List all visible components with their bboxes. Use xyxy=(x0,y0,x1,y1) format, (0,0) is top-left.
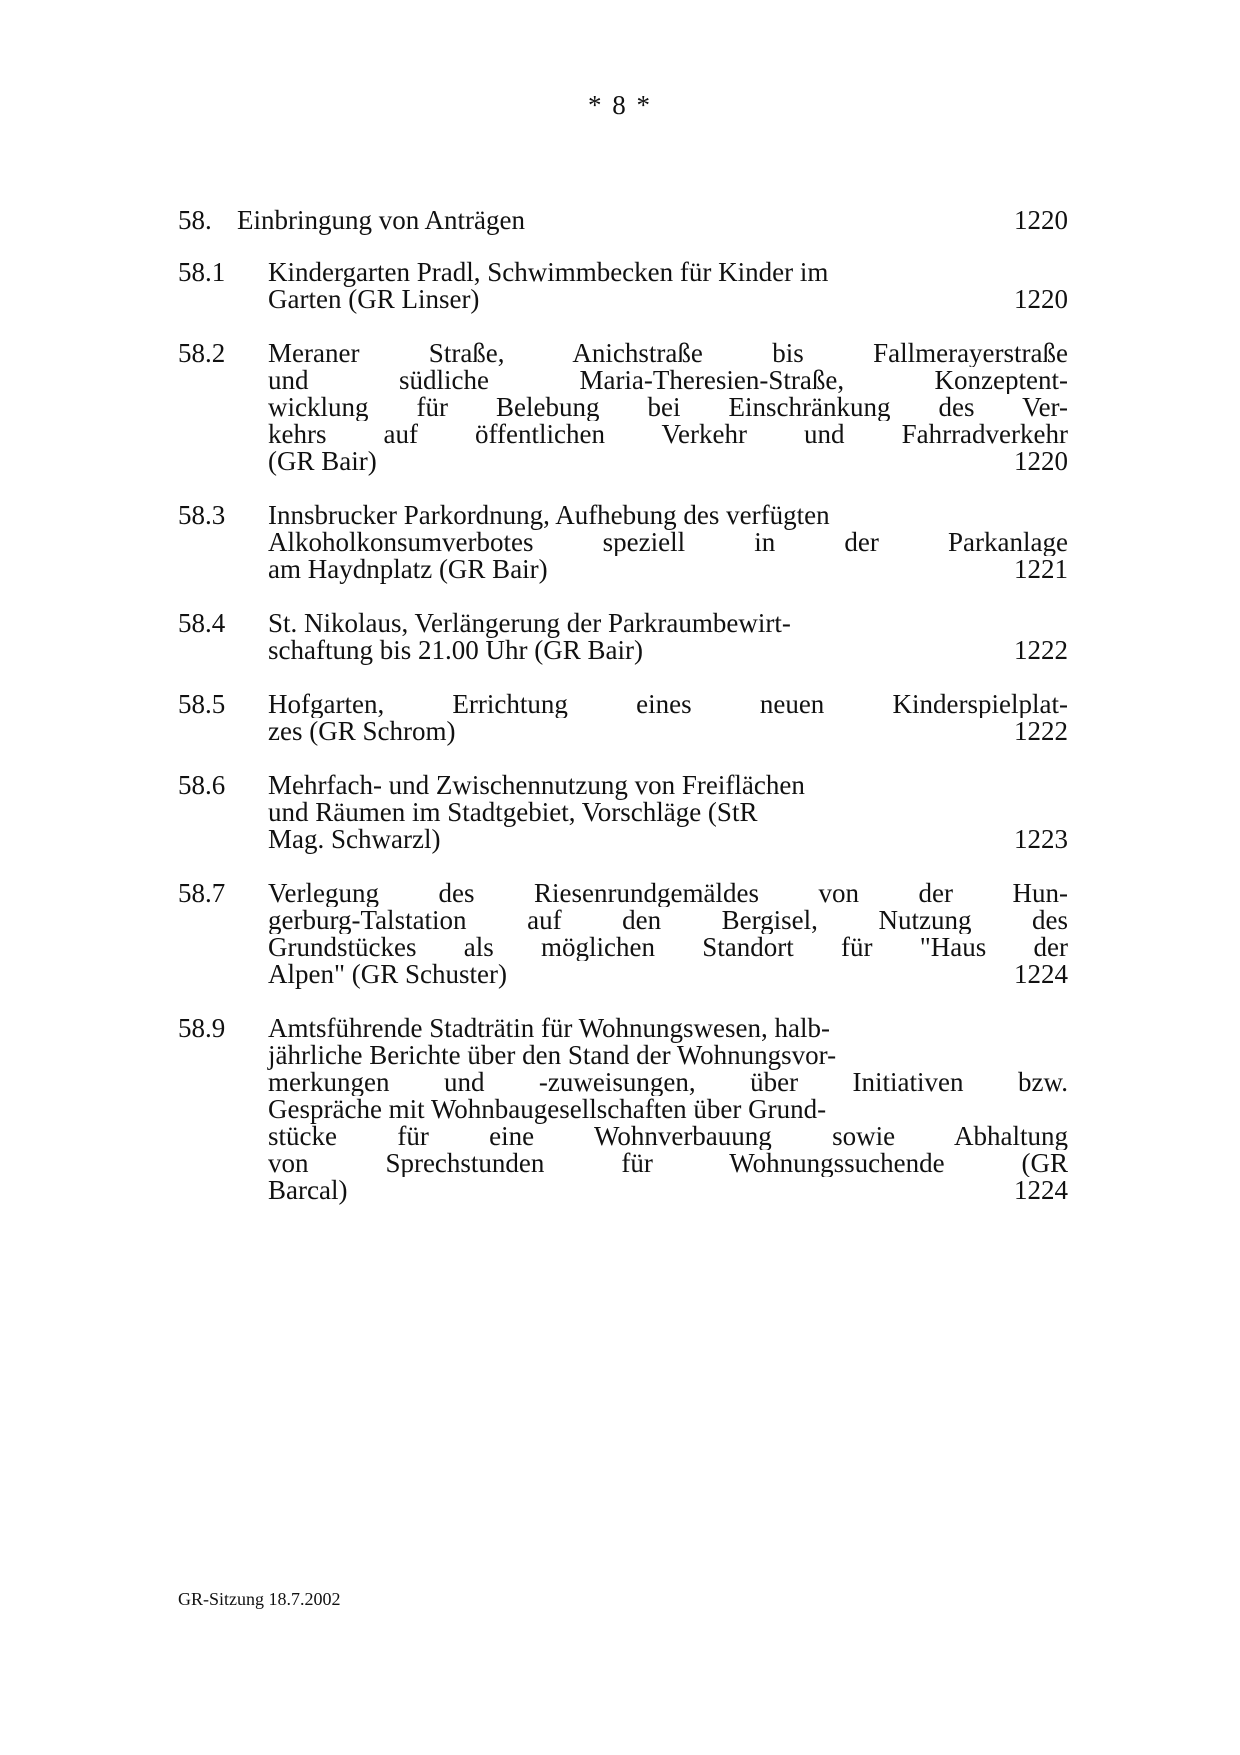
toc-item-line: kehrs auf öffentlichen Verkehr und Fahrradverkehr xyxy=(268,421,1068,448)
toc-item-line: Alkoholkonsumverbotes speziell in der Parkanlage xyxy=(268,529,1068,556)
toc-item-line: Alpen" (GR Schuster) xyxy=(268,959,507,989)
toc-item-58-1 xyxy=(178,259,1068,313)
toc-item-number: 58.5 xyxy=(178,689,226,719)
toc-item-page: 1222 xyxy=(1014,716,1068,746)
toc-item-number: 58.7 xyxy=(178,878,226,908)
toc-item-page: 1220 xyxy=(1014,284,1068,314)
toc-main-title: Einbringung von Anträgen xyxy=(237,205,525,235)
toc-item-line: schaftung bis 21.00 Uhr (GR Bair) xyxy=(268,635,643,665)
toc-item-number: 58.4 xyxy=(178,608,226,638)
toc-item-page: 1222 xyxy=(1014,635,1068,665)
toc-main-entry xyxy=(178,204,1068,236)
page-number: * 8 * xyxy=(588,90,652,120)
toc-item-line: Mag. Schwarzl) xyxy=(268,824,441,854)
toc-item-58-7 xyxy=(178,880,1068,988)
toc-item-number: 58.9 xyxy=(178,1013,226,1043)
toc-item-text xyxy=(268,340,1068,475)
toc-item-line: Innsbrucker Parkordnung, Aufhebung des verfügten xyxy=(268,500,830,530)
toc-item-line: merkungen und -zuweisungen, über Initiativen bzw. xyxy=(268,1069,1068,1096)
toc-item-58-3 xyxy=(178,502,1068,583)
toc-item-number: 58.3 xyxy=(178,500,226,530)
toc-item-page: 1224 xyxy=(1014,959,1068,989)
toc-item-page: 1224 xyxy=(1014,1175,1068,1205)
toc-item-58-2 xyxy=(178,340,1068,475)
toc-item-line: (GR Bair) xyxy=(268,446,377,476)
toc-item-line: Verlegung des Riesenrundgemäldes von der Hun- xyxy=(268,880,1068,907)
toc-item-text xyxy=(268,880,1068,988)
toc-item-page: 1220 xyxy=(1014,446,1068,476)
footer-session-date: GR-Sitzung 18.7.2002 xyxy=(178,1589,341,1609)
toc-item-line: am Haydnplatz (GR Bair) xyxy=(268,554,548,584)
toc-item-page: 1221 xyxy=(1014,554,1068,584)
toc-item-line: Barcal) xyxy=(268,1175,348,1205)
toc-item-line: Grundstückes als möglichen Standort für "Haus der xyxy=(268,934,1068,961)
toc-main-number: 58. xyxy=(178,205,212,235)
toc-item-number: 58.1 xyxy=(178,257,226,287)
toc-item-line: Garten (GR Linser) xyxy=(268,284,480,314)
toc-item-line: wicklung für Belebung bei Einschränkung des Ver- xyxy=(268,394,1068,421)
toc-main-page: 1220 xyxy=(1014,205,1068,235)
toc-item-line: zes (GR Schrom) xyxy=(268,716,456,746)
toc-item-page: 1223 xyxy=(1014,824,1068,854)
toc-item-line: jährliche Berichte über den Stand der Wohnungsvor- xyxy=(268,1040,837,1070)
toc-item-58-5 xyxy=(178,691,1068,745)
toc-item-line: und Räumen im Stadtgebiet, Vorschläge (StR xyxy=(268,797,758,827)
toc-item-text xyxy=(268,772,1068,853)
toc-item-line: Amtsführende Stadträtin für Wohnungswesen, halb- xyxy=(268,1013,830,1043)
toc-item-line: gerburg-Talstation auf den Bergisel, Nutzung des xyxy=(268,907,1068,934)
toc-item-text xyxy=(268,259,1068,313)
toc-item-line: St. Nikolaus, Verlängerung der Parkraumbewirt- xyxy=(268,608,791,638)
toc-item-line: Hofgarten, Errichtung eines neuen Kinderspielplat- xyxy=(268,691,1068,718)
toc-item-number: 58.6 xyxy=(178,770,226,800)
toc-item-58-6 xyxy=(178,772,1068,853)
toc-item-line: Mehrfach- und Zwischennutzung von Freiflächen xyxy=(268,770,805,800)
toc-item-number: 58.2 xyxy=(178,338,226,368)
toc-item-text xyxy=(268,610,1068,664)
toc-item-line: und südliche Maria-Theresien-Straße, Konzeptent- xyxy=(268,367,1068,394)
toc-item-text xyxy=(268,502,1068,583)
toc-item-58-4 xyxy=(178,610,1068,664)
toc-item-line: Meraner Straße, Anichstraße bis Fallmerayerstraße xyxy=(268,340,1068,367)
toc-item-line: stücke für eine Wohnverbauung sowie Abhaltung xyxy=(268,1123,1068,1150)
toc-item-58-9 xyxy=(178,1015,1068,1204)
toc-item-line: Gespräche mit Wohnbaugesellschaften über Grund- xyxy=(268,1094,827,1124)
toc-item-line: von Sprechstunden für Wohnungssuchende (GR xyxy=(268,1150,1068,1177)
toc-item-line: Kindergarten Pradl, Schwimmbecken für Kinder im xyxy=(268,257,829,287)
toc-item-text xyxy=(268,691,1068,745)
toc-item-text xyxy=(268,1015,1068,1204)
